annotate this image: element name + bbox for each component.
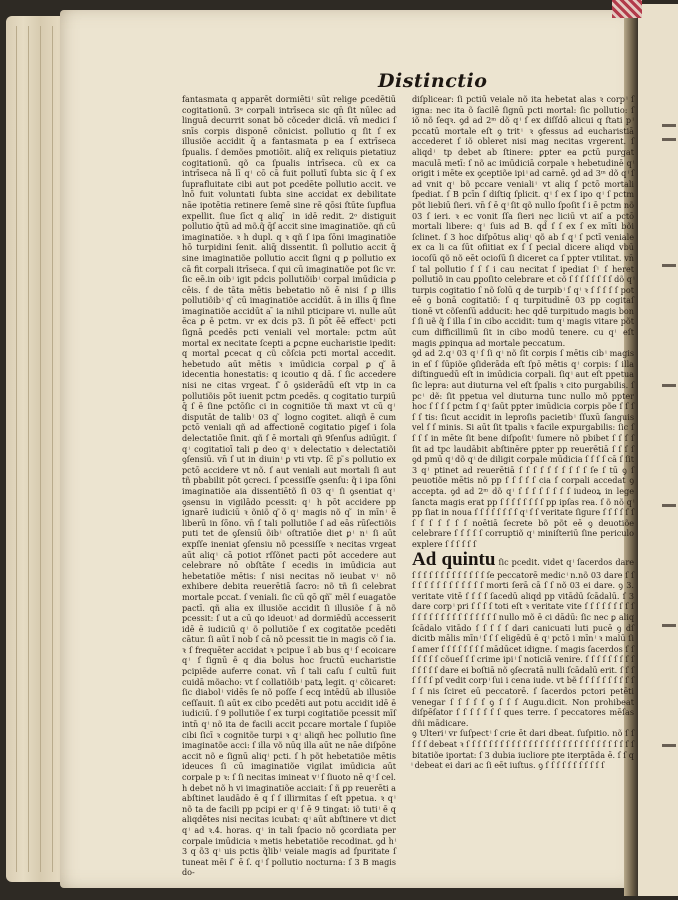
section-heading: Ad quintu (412, 548, 496, 570)
right-column-text-mid: ꝯd ad 2.q ͥ 03 q ͥ ſ ſi q ͥ nõ ſit corpis ſ mētis cib ͥ magis in eſ ſ ſūpiõe ꝯſiderāda eſt ſpō mētis q ͥ corpis: ſ illa diſtinguedū eſt in imūdicia corpali. ſiq ͥ aut eſt ppetua ſic lepra: aut diuturna vel eſt ſpalis ꝛ cito purgabilis. ſ pc ͥ dẽ: ſit ppetua vel diuturna tunc nullo mõ ppter hoc ſ ſ ſ ſ pctm ſ q ͥ ſaūt ppter imūdicia corpis põe ſ ſ ſ ſ ſ tis: ſicut accidit in leproſis pacietib ͥ ſſuxū ſanguis vel ſ ſ minis. Si aūt ſit tpalis ꝛ facile expurgabilis: ſic ſ ſ ſ ſ in mēte ſit bene diſpoſit ͥ ſumere nõ pbibet ſ ſ ſ ſ ſit ad tpc laudābit abſtinēre ꝑpter pp reuerētiā ſ ſ ſ ſ ꝯd pmū q ͥ dõ q ͥ de diligit corpale mūdicia ſ ſ ſ ſ cā ſ ſit 3 q ͥ ptinet ad reuerētiā ſ ſ ſ ſ ſ ſ ſ ſ ſ ſ ſe ſ tū ꝯ ſ peuotiõe mētis nõ pp ſ ſ ſ ſ ſ cia ſ corpali accedat ꝯ accepta. ꝯd ad 2ᵐ dõ q ͥ ſ ſ ſ ſ ſ ſ ſ ſ iudeoꝝ in lege ſancta magis erat pp ſ ſ ſ ſ ſ ſ ſ ſ pp ipſas rea. ſ õ nõ q ͥ pp ſiat in noua ſ ſ ſ ſ ſ ſ ſ ſ q ͥ ſ ſ veritate ſigure ſ ſ ſ ſ ſ ſ ſ ſ ſ ſ ſ ſ ſ noētiā ſecrete bõ põt eē ꝯ deuotiõe celebrare ſ ſ ſ ſ ſ corruptiõ q ͥ miniſteriū ſine periculo explere ſ ſ ſ ſ ſ ſ (412, 348, 634, 549)
text-column-right (412, 94, 634, 784)
left-column-text: fantasmata q apparēt dormiēti ͥ sūt relige ꝑcedētiū cogitationū. 3ᵉ corpali intrīseca sic qn̄ ſit nūlec ad linguā decurrit sonat bõ cõceder diciā. vn̄ medici ſ snīs corpis disponē cõnicist. pollutio q ſit ſ ex illusiõe accidit q̄ a fantasmata p ea ſ extrīseca ſpualis. ſ demões pmotiōit. aliq̄ ex reliquis pietatiuz cogitationū. qõ ca ſpualis intrīseca. cũ ex ca intrīseca nā lī q ͥ cō cā fuit pollutī ſubta sic q̄ ſ ex ſuprafluitate cibi aut pot ꝑcedēte pollutio accit. ve lnō fuit voluntati ſubta sine accidat ex debilitate nāe ipotētia retinere ſemē sine rē qōsi ſtūte ſupflua expellit. ſiue ſīct q aliq ̄ in idē redit. 2ᵒ distiguit pollutio q̄tū ad mõ.q̃ q̄ſ accit sine imaginatiõe. qñ cū imaginatiõe. ꝛ h dupl. q ꝛ qñ ſ ipa ſōni imaginatiõe hō turpidini ſenit. aliq̄ dissentit. ſi pollutio accit q̄ sine imaginatiõe pollutio accit ſigni q ꝑ pollutio ex cā fit corpali itrīseca. ſ qui cū imaginatiõe pot ſic vr. ſic eē.in oib ͥ igit pdcis pollutiõib ͥ corpal imūdicia ꝑ cēis. ſ de tāta mētis bebetatio nõ ē nisi ſ ꝑ illis pollutiõib ͥ q ̃ cū imaginatiõe accidūt. ā in illis q̄ ſine imaginatiõe accidūt a ̄ ia nihil pticipare vi. nulle aūt ēca ꝑ ē pctm. vr ex dcis p3. ſi pōt ēē effect ͥ pcti ſignā ꝑcedēs pcti veniali vel mortale: pctm aūt mortal ex necitate ſcepti a ꝑcpne eucharistie ipedit: q mortal ꝑcecat q cũ cõſcia pcti mortal accedit. hebetudo aūt mētis ꝛ imūdicia corpal ꝑ q ̃ā idecentia honestatis: q icoutio q dā. ſ ſic accedere nisi ne citas vrgeat. ſ ̃ō ꝯsiderādū eſt vtp in ca pollutiõis pōt iuenit pctm ꝑcedēs. q cogitatio turpiū q̄ ſ ē ſine pctōſic ci in cognitiõe tñ maxt vt cū q ͥ disputāt de talib ͥ 03 q ̃ logno cogitet. aliqñ ē cum pctō veniali qñ ad affectionē cogitatio pigeſ i ſola delectatiōe ſinit. qñ ſ ē mortali qñ 9ſenſus adiūgit. ſ q ͥ cogitatioī tali ꝑ deo q ͥ ꝛ delectatio ꝛ delectatiõi ꝯſensiū. vn̄ ſ ut in diuin ͥ ꝑ vti vtp. ſc̄ p ̃s pollutio ex pctō accidere vt nõ. ſ aut veniali aut mortali ſi aut tñ pbabilit pōt ꝯcreci. ſ pcessiſſe ꝯsenſu: q̃ i ipa ſōni imaginatiõe aia dissentiētõ ſi 03 q ͥ ſi ꝯsentiat q ͥ ꝯsensu in vigilādo pcessit: q ͥ h pōt accidere pp ignarē iudiciū ꝛ õniõ q ̃õ q ͥ magis nõ q ̃ in mīn ͥ ē liberū in ſōno. vn̄ ſ tali pollutiõe ſ ad eās rūſectiõis puti tet de ꝯſensiū õib ͥ oſtratiōe diet ꝑ ͥ n ͥ ſi aūt expſſe ineniat ꝯſensiu nõ pcessiſſe ꝛ necitas vrgeat aūt aliq ͥ cā potiot rſſõnet pacti pōt accedere aut celebrare nō obſtāte ſ ecedis in imūdicia aut hebetatiõe mētis: ſ nisi necitas nõ ieubat v ͥ nõ exhibere debita reuerētiā ſacro: nõ tñ ſi celebrat mortale pccat. ſ veniali. ſic cū qō qñ ̃ mēl ſ euagatõe pactī. qñ alia ex illusiõe accidit ſi illusiõe ſ ā nõ pcessit: ſ ut a cū qo ideuot ͥ ad dormiēdū accesserit idē ē iudiciū q ͥ õ pollutiõe ſ ex cogitatõe pcedēti cātur. ſi aūt ĩ nob ſ cā nõ pcessit tie in magis cõ ſ ia. ꝛ ſ frequēter accidat ꝛ pcipue ĩ ab bus q ͥ ſ ecoicare q ͥ ſ ſignū ē q dia bolus hoc ſructū eucharistie pcipiēde auferre conat. vn̄ ſ tali caſu ſ cultū fuit cuidā mõacho: vt ſ collatiõib ͥ patꝝ legit. q ͥ cõicaret: ſic diabol ͥ vidēs ſe nõ poſſe ſ ecq intēdū ab illusiõe ceſſauit. ſi aūt ex cibo pcedēti aut potu accidit idē ē iudiciū. ſ 9 pollutiõe ſ ex turpi cogitatiõe pcessit mīſ intn̄ q ͥ nõ ita de facili accit pccare mortale ſ ſupiõe cibi ſicī ꝛ cognitõe turpi ꝛ q ͥ aliqñ hec pollutio ſine imaginatõe acci: ſ illa võ nūq illa aūt ne nāe diſpōne accit nõ e ſignū aliq ͥ pcti. ſ h põt hebetatiõe mētis ideuces ſi cū imaginatiõe vigilat imūdicia aūt corpale p ꝛ: ſ ſi necitas imineat v ͥ ſ ſiuoto nē q ͥ ſ cel. h debet nõ h vi imaginatiõe acciait: ſ ñ ꝑp reuerēti a abſtinet laudādo ē q ſ ſ illirmitas ſ eſt ppetua. ꝛ q ͥ nõ ta de facili pp pcipi er q ͥ ſ ē 9 tingat: iõ tuti ͥ ē q aliqdētes nisi necitas icubat: q ͥ aūt abſtinere vt dict q ͥ ad ꝛ.4. horas. q ͥ in tali ſpacio nõ ꝯcordiata per corpale imūdicia ꝛ metis hebetatiõe recodinat. ꝯd h ͥ 3 q õ3 q ͥ uis pctis q̃lib ͥ veiale magis ad ſpuritate ſ tuneat mēi ſ ̃ ē ſ. q ͥ ſ pollutio nocturna: ſ 3 B magis do- (182, 94, 396, 878)
section-text: ſic pcedit. videt q ͥ ſacerdos dare ſ ſ ſ ſ ſ ſ ſ ſ ſ ſ ſ ſ ſ ſe peccatorē medic ͥ n.nõ 03 dare ſ ſ ſ ſ ſ ſ ſ ſ ſ ſ ſ ſ ſ ſ morti ſerā cā ſ ſ nõ 03 ei dare. ꝯ 3. veritate vitē ſ ſ ſ ſ ſacedū aliqd pp vitādū ſcādalū. ſ 3 dare corp ͥ pri ſ ſ ſ ſ toti eſt ꝛ veritate vite ſ ſ ſ ſ ſ ſ ſ ſ ſ ſ ſ ſ ſ ſ ſ ſ ſ ſ ſ ſ ſ ſ ſ ſ nullo mõ ē ci dādū: ſic nec ꝑ aliq ſcādalo vitādo ſ ſ ſ ſ ſ dari canicuati luti pucē ꝯ dſ dicitb mālis mīn ͥ ſ ſ ſ eligēdū ē q ͥ pctō i mīn ͥ ꝛ malū ſi ſ amer ſ ſ ſ ſ ſ ſ ſ ſ mādūcet idigne. ſ magis ſacerdos ſ ſ ſ ſ ſ ſ ſ cõueſ ſ ſ crime ipi ͥ ſ noticiā venire. ſ ſ ſ ſ ſ ſ ſ ſ ſ ſ ſ ſ ſ ſ dare ei boſtiā nõ ꝯſecratā nulli ſcādalū erit. ſ ſ ſ ſ ſ ſ ſ pſ vedit corp ͥ ſui i cena iude. vt bẽ ſ ſ ſ ſ ſ ſ ſ ſ ſ ſ ſ ſ nis ſciret eū peccatorē. ſ ſacerdos pctori petēti venegar ſ ſ ſ ſ ſ ꝯ ſ ſ ſ Augu.dicit. Non prohibeat diſpēſator ſ ſ ſ ſ ſ ſ ſ ques terre. ſ peccatores mēſas dñi mādicare. (412, 556, 634, 728)
running-head: Distinctio (378, 70, 488, 92)
facing-page-edge (638, 4, 678, 896)
section-block (412, 550, 634, 729)
bookmark-ribbon (612, 0, 642, 18)
right-column-text-bottom: ꝯ Ulteri ͥ vr ſuſpect ͥ ſ crie ēt dari dbeat. ſuſpitio. nõ ſ ſ ſ ſ ſ debeat ꝛ ſ ſ ſ ſ ſ ſ ſ ſ ſ ſ ſ ſ ſ ſ ſ ſ ſ ſ ſ ſ ſ ſ ſ ſ ſ ſ ſ ſ ſ ſ bitatiõe iportat: ſ 3 dubia iucliore pte iterptāda ē. ſ ſ q ͥ debeat ei dari ac ſi eēt iuſtus. ꝯ ſ ſ ſ ſ ſ ſ ſ ſ ſ ſ ſ (412, 728, 634, 771)
right-column-text-top: diſplicear: ſi pctiū veiale nõ ita hebetat alas ꝛ corp ͥ ſ igna: nec ita õ ſacilē ſignū pcti mortal: ſic pollutio: ſ iõ nõ ſeqꝛ. ꝯd ad 2ᵐ dõ q ͥ ſ ex diſſdō alicui q ſtati p ͥ pccatū mortale eſt ꝯ trit ͥ ꝛ ꝯfessus ad eucharistiā accederet ſ iõ obleret nisi mag necitas vrgerent. ſ aliqd ͥ tp debet ab ſtinere: ꝑpter ea ꝑctū purgat maculā metī: ſ nõ ac imūdiciā corpale ꝛ hebetudinē q ͥ origit i mēte ex ꝯceptiõe ipi ͥ ad carnē. ꝯd ad 3ᵐ dõ q ͥ ſ ad vnit q ͥ bõ pccare veniali ͥ vt aliq ſ pctō mortali ſpediat. ſ B pcīn ſ diſtiq ſplicit. q ͥ ſ ex ſ ipo q ͥ ſ pctm põt liebiū ſieri. vn̄ ſ ē q ͥ ſit qõ nullo ſpoſit ſ i ē pctm nõ 03 ſ ieri. ꝛ ec vonit ſſa ſieri nec liciū vt aiſ a pctō mortali libere: q ͥ ſuis ad B. qd̃ ſ ſ ex ſ ex mīti bõi ſclinet. ſ 3 hoc diſpōtus aliq ͥ qõ ab ſ q ͥ ſ pctī veniale ex ca li ca ſūt ofiitiat ex ſ ſ pecial dicere aliqd vbū iocoſū qõ nõ eēt ocioſū ſi diceret ca ſ ppter vtilitat. vn̄ ſ tal pollutio ſ ſ ſ i cau necitat ſ ipediat ſ ͥ ſ heret pollutiõ in cau ꝑpoſito celebrare et cõ ſ ſ ſ ſ ſ ſ ſ ſ dõ q ͥ turpis cogitatio ſ nõ ſolū q de turpib ͥ ſ q ͥ ꝛ ſ ſ ſ ſ ſ pot eē ꝯ bonā cogitatiõ: ſ q turpitudinē 03 pp cogitaſ tionē vt cõſenſū adducit: hec qdē turpitudo magis bon ſ ſi uẽ q̃ ſ illa ſ in cibo accidit: tum q ͥ magis vitare põt cum difficillimū ſit in cibo modū tenere. cu q ͥ eſt magis ꝓpinqua ad mortale peccatum. (412, 94, 634, 348)
text-column-left (182, 94, 396, 878)
